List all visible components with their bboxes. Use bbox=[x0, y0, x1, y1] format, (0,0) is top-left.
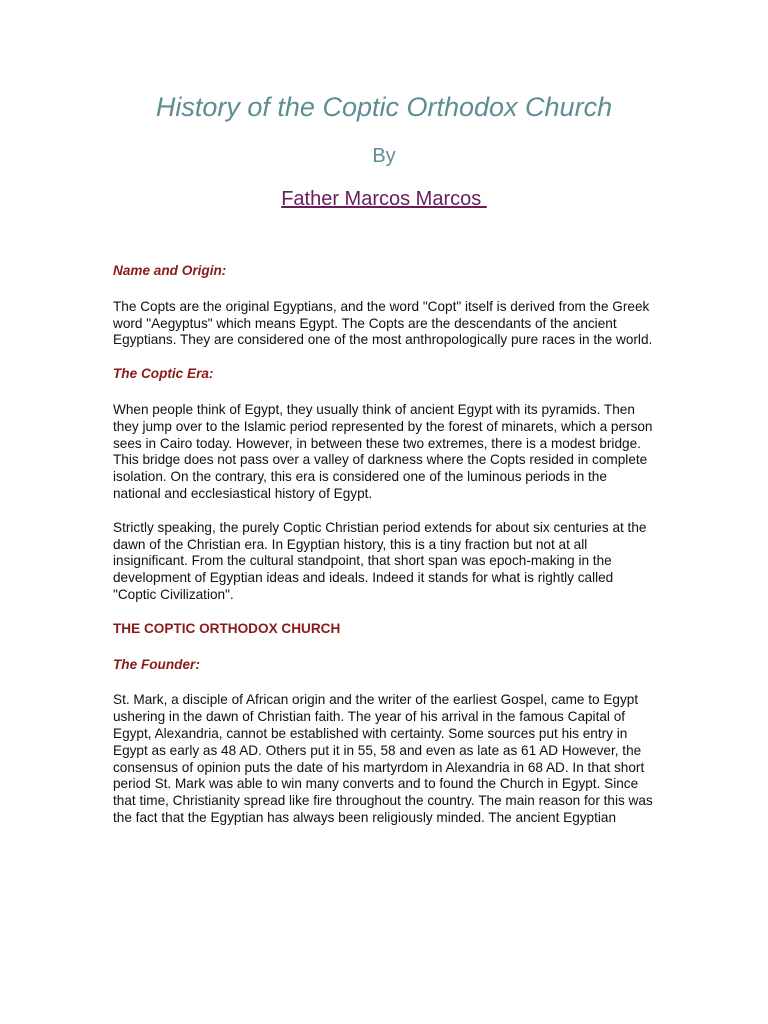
document-body bbox=[113, 263, 658, 827]
heading-name-origin: Name and Origin: bbox=[113, 263, 227, 278]
heading-founder: The Founder: bbox=[113, 656, 200, 672]
paragraph-coptic-era-2: Strictly speaking, the purely Coptic Christian period extends for about six centuries at the dawn of the Christian era. In Egyptian history, this is a tiny fraction but not at all insignificant. From the cultural standpoint, that short span was epoch-making in the development of Egyptian ideas and ideals. Indeed it stands for what is rightly called "Coptic Civilization". bbox=[113, 519, 647, 602]
paragraph-coptic-era-1: When people think of Egypt, they usually think of ancient Egypt with its pyramids. Then they jump over to the Islamic period represented by the forest of minarets, which a person sees in Cairo today. However, in between these two extremes, there is a modest bridge. This bridge does not pass over a valley of darkness where the Copts resided in complete isolation. On the contrary, this era is considered one of the luminous periods in the national and ecclesiastical history of Egypt. bbox=[113, 401, 653, 501]
paragraph-name-origin: The Copts are the original Egyptians, and the word "Copt" itself is derived from the Greek word "Aegyptus" which means Egypt. The Copts are the descendants of the ancient Egyptians. They are considered one of the most anthropologically pure races in the world. bbox=[113, 298, 653, 348]
document-title: History of the Coptic Orthodox Church bbox=[155, 92, 613, 122]
byline-by: By bbox=[372, 145, 396, 167]
paragraph-founder: St. Mark, a disciple of African origin and the writer of the earliest Gospel, came to Egypt ushering in the dawn of Christian faith. The year of his arrival in the famous Capital of Egypt, Alexandria, cannot be established with certainty. Some sources put his entry in Egypt as early as 48 AD. Others put it in 55, 58 and even as late as 61 AD However, the consensus of opinion puts the date of his martyrdom in Alexandria in 68 AD. In that short period St. Mark was able to win many converts and to found the Church in Egypt. Since that time, Christianity spread like fire throughout the country. The main reason for this was the fact that the Egyptian has always been religiously minded. The ancient Egyptian bbox=[113, 692, 653, 825]
heading-coptic-era: The Coptic Era: bbox=[113, 366, 214, 382]
author-name: Father Marcos Marcos bbox=[281, 188, 487, 210]
heading-coptic-orthodox-church: THE COPTIC ORTHODOX CHURCH bbox=[113, 620, 341, 636]
